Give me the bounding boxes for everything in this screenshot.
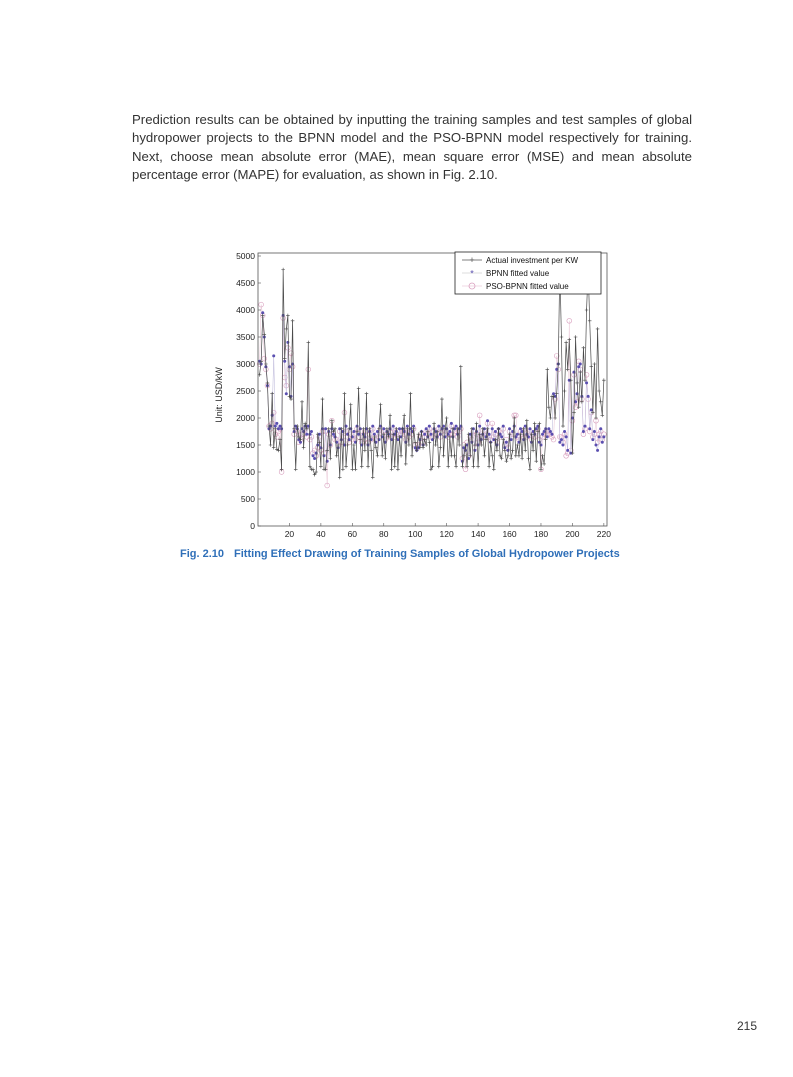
bpnn-point [594, 444, 597, 447]
actual-point [396, 468, 400, 472]
bpnn-point [541, 433, 544, 436]
bpnn-point [437, 425, 440, 428]
actual-point [439, 446, 443, 450]
actual-point [574, 335, 578, 339]
bpnn-point [583, 425, 586, 428]
actual-point [269, 443, 273, 447]
bpnn-point [275, 422, 278, 425]
bpnn-point [598, 435, 601, 438]
bpnn-point [566, 449, 569, 452]
legend [455, 252, 601, 294]
actual-point [407, 443, 411, 447]
y-tick-label: 2000 [236, 413, 255, 423]
bpnn-point [423, 433, 426, 436]
actual-point [399, 454, 403, 458]
bpnn-point [491, 427, 494, 430]
y-tick-label: 2500 [236, 386, 255, 396]
actual-point [261, 314, 265, 318]
bpnn-series [258, 311, 605, 463]
legend-pso-label: PSO-BPNN fitted value [486, 282, 569, 291]
actual-point [428, 441, 432, 445]
actual-point [351, 468, 355, 472]
actual-point [561, 424, 565, 428]
bpnn-point [403, 430, 406, 433]
actual-point [475, 422, 479, 426]
x-tick-label: 80 [379, 529, 389, 539]
bpnn-point [439, 433, 442, 436]
actual-point [365, 392, 369, 396]
actual-point [567, 338, 571, 342]
actual-point [549, 416, 553, 420]
actual-point [534, 459, 538, 463]
bpnn-point [585, 381, 588, 384]
actual-point [440, 397, 444, 401]
bpnn-point [352, 430, 355, 433]
bpnn-point [596, 449, 599, 452]
x-tick-label: 180 [533, 529, 549, 539]
bpnn-point [312, 454, 315, 457]
bpnn-point [277, 427, 280, 430]
bpnn-point [378, 438, 381, 441]
actual-point [531, 449, 535, 453]
bpnn-point [316, 444, 319, 447]
actual-point [335, 454, 339, 458]
actual-point [294, 468, 298, 472]
actual-point [476, 465, 480, 469]
actual-point [302, 446, 306, 450]
bpnn-point [451, 435, 454, 438]
actual-point [564, 341, 568, 345]
actual-point [280, 468, 284, 472]
actual-point [528, 468, 532, 472]
actual-point [432, 422, 436, 426]
actual-point [308, 465, 312, 469]
actual-point [506, 454, 510, 458]
bpnn-point [279, 425, 282, 428]
bpnn-point [505, 441, 508, 444]
actual-point [517, 454, 521, 458]
y-tick-label: 1000 [236, 467, 255, 477]
actual-point [450, 454, 454, 458]
actual-point [374, 446, 378, 450]
y-tick-label: 3000 [236, 359, 255, 369]
y-tick-label: 4000 [236, 305, 255, 315]
actual-point [402, 414, 406, 418]
actual-point [527, 457, 531, 461]
actual-point [487, 465, 491, 469]
bpnn-point [558, 441, 561, 444]
actual-point [545, 368, 549, 372]
actual-point [582, 346, 586, 350]
actual-point [539, 468, 543, 472]
actual-point [357, 387, 361, 391]
x-tick-label: 160 [502, 529, 517, 539]
actual-point [505, 459, 509, 463]
bpnn-point [272, 354, 275, 357]
actual-point [596, 327, 600, 331]
actual-point [369, 449, 373, 453]
actual-point [445, 416, 449, 420]
actual-point [376, 454, 380, 458]
actual-point [313, 473, 317, 477]
bpnn-point [450, 422, 453, 425]
bpnn-point [308, 433, 311, 436]
bpnn-point [486, 419, 489, 422]
x-tick-label: 200 [565, 529, 580, 539]
bpnn-point [550, 433, 553, 436]
actual-point [446, 465, 450, 469]
bpnn-point [560, 438, 563, 441]
actual-point [410, 454, 414, 458]
actual-point [270, 392, 274, 396]
actual-point [560, 335, 564, 339]
body-paragraph: Prediction results can be obtained by inputting the training samples and test samples of global hydropower projects to the BPNN model and the PSO-BPNN model respectively for training. Next, choose mean absolute error (MAE), mean square error (MSE) and mean absolute percentage error (MAPE) for evaluation, as shown in Fig. 2.10. [132, 112, 692, 183]
actual-point [349, 403, 353, 407]
actual-point [541, 454, 545, 458]
x-tick-label: 60 [347, 529, 358, 539]
legend-actual-marker-icon: + [469, 255, 475, 265]
y-tick-label: 500 [240, 494, 255, 504]
actual-point [497, 427, 501, 431]
bpnn-point [547, 427, 550, 430]
actual-point [533, 422, 537, 426]
bpnn-point [286, 341, 289, 344]
actual-point [311, 468, 315, 472]
actual-point [303, 422, 307, 426]
actual-point [511, 449, 515, 453]
bpnn-point [582, 430, 585, 433]
actual-series [258, 265, 606, 479]
actual-point [421, 446, 425, 450]
actual-point [431, 465, 435, 469]
bpnn-point [579, 363, 582, 366]
bpnn-point [288, 365, 291, 368]
actual-point [371, 476, 375, 480]
bpnn-point [455, 425, 458, 428]
actual-point [283, 357, 287, 361]
actual-point [366, 465, 370, 469]
actual-point [542, 462, 546, 466]
bpnn-point [577, 365, 580, 368]
actual-point [600, 414, 604, 418]
actual-point [512, 416, 516, 420]
actual-point [338, 476, 342, 480]
actual-point [454, 465, 458, 469]
bpnn-point [478, 425, 481, 428]
bpnn-point [543, 430, 546, 433]
bpnn-point [310, 430, 313, 433]
actual-point [390, 468, 394, 472]
bpnn-point [588, 427, 591, 430]
actual-point [514, 454, 518, 458]
actual-point [525, 419, 529, 423]
actual-point [437, 465, 441, 469]
actual-point [553, 416, 557, 420]
bpnn-point [371, 425, 374, 428]
actual-point [307, 341, 311, 345]
x-tick-label: 20 [284, 529, 295, 539]
actual-point [585, 308, 589, 312]
actual-point [602, 378, 606, 382]
bpnn-point [587, 395, 590, 398]
y-tick-label: 1500 [236, 440, 255, 450]
actual-point [404, 462, 408, 466]
actual-point [420, 430, 424, 434]
actual-point [492, 468, 496, 472]
page-number: 215 [737, 1019, 758, 1033]
actual-point [580, 400, 584, 404]
actual-point [281, 268, 285, 272]
figure-caption [180, 548, 620, 560]
bpnn-point [382, 427, 385, 430]
actual-point [354, 468, 358, 472]
actual-point [520, 457, 524, 461]
legend-bpnn-label: BPNN fitted value [486, 269, 550, 278]
actual-point [556, 362, 560, 366]
actual-point [291, 319, 295, 323]
bpnn-point [601, 441, 604, 444]
actual-point [341, 468, 345, 472]
actual-point [289, 397, 293, 401]
actual-point [566, 368, 570, 372]
actual-point [388, 414, 392, 418]
actual-point [500, 457, 504, 461]
actual-point [489, 441, 493, 445]
x-tick-label: 140 [470, 529, 486, 539]
legend-actual-label: Actual investment per KW [486, 256, 579, 265]
actual-point [509, 457, 513, 461]
bpnn-point [428, 425, 431, 428]
actual-point [393, 465, 397, 469]
bpnn-point [528, 427, 531, 430]
actual-point [453, 454, 457, 458]
bpnn-point [593, 430, 596, 433]
bpnn-point [334, 435, 337, 438]
bpnn-point [425, 427, 428, 430]
bpnn-point [549, 430, 552, 433]
bpnn-point [500, 435, 503, 438]
actual-point [442, 454, 446, 458]
actual-point [563, 389, 567, 393]
actual-point [300, 400, 304, 404]
x-tick-label: 120 [439, 529, 454, 539]
actual-point [384, 457, 388, 461]
legend-bpnn-marker-icon: * [470, 268, 474, 279]
actual-point [593, 362, 597, 366]
bpnn-point [602, 435, 605, 438]
bpnn-point [285, 392, 288, 395]
bpnn-point [448, 430, 451, 433]
actual-point [363, 449, 367, 453]
bpnn-point [590, 408, 593, 411]
y-tick-label: 4500 [236, 278, 255, 288]
actual-point [459, 365, 463, 369]
actual-point [264, 362, 268, 366]
figure-caption-text: Fitting Effect Drawing of Training Samples of Global Hydropower Projects [234, 548, 620, 560]
x-tick-label: 40 [316, 529, 326, 539]
actual-point [333, 427, 337, 431]
actual-point [329, 457, 333, 461]
bpnn-point [305, 433, 308, 436]
bpnn-point [561, 444, 564, 447]
actual-point [379, 403, 383, 407]
y-tick-label: 3500 [236, 332, 255, 342]
y-tick-label: 0 [250, 521, 255, 531]
bpnn-point [538, 441, 541, 444]
actual-point [262, 333, 266, 337]
actual-point [597, 389, 601, 393]
bpnn-point [313, 457, 316, 460]
bpnn-point [429, 433, 432, 436]
x-tick-label: 100 [408, 529, 423, 539]
actual-point [314, 470, 318, 474]
actual-point [483, 454, 487, 458]
actual-point [346, 443, 350, 447]
actual-point [594, 416, 598, 420]
bpnn-point [599, 427, 602, 430]
actual-point [344, 465, 348, 469]
figure-number: Fig. 2.10 [180, 548, 225, 560]
actual-line [260, 267, 604, 478]
bpnn-point [444, 435, 447, 438]
bpnn-point [533, 433, 536, 436]
actual-point [498, 454, 502, 458]
actual-point [588, 319, 592, 323]
bpnn-point [271, 414, 274, 417]
bpnn-point [565, 435, 568, 438]
actual-point [434, 443, 438, 447]
y-axis-label: Unit: USD/kW [214, 367, 224, 423]
actual-point [495, 449, 499, 453]
bpnn-point [324, 427, 327, 430]
fitting-effect-chart [200, 240, 620, 540]
actual-point [343, 392, 347, 396]
actual-point [589, 365, 593, 369]
actual-point [472, 465, 476, 469]
bpnn-point [502, 425, 505, 428]
actual-point [575, 381, 579, 385]
bpnn-point [494, 430, 497, 433]
actual-point [319, 465, 323, 469]
actual-point [578, 370, 582, 374]
bpnn-point [591, 438, 594, 441]
x-tick-label: 220 [596, 529, 611, 539]
bpnn-point [519, 427, 522, 430]
actual-point [457, 443, 461, 447]
y-tick-label: 5000 [236, 251, 255, 261]
actual-point [321, 397, 325, 401]
bpnn-point [398, 427, 401, 430]
bpnn-point [563, 430, 566, 433]
bpnn-point [516, 433, 519, 436]
bpnn-point [392, 425, 395, 428]
actual-point [380, 454, 384, 458]
actual-point [360, 465, 364, 469]
actual-point [286, 314, 290, 318]
bpnn-point [508, 427, 511, 430]
actual-point [284, 327, 288, 331]
actual-point [330, 419, 334, 423]
actual-point [599, 400, 603, 404]
actual-point [429, 468, 433, 472]
actual-point [547, 405, 551, 409]
actual-point [409, 392, 413, 396]
actual-point [490, 454, 494, 458]
actual-point [272, 446, 276, 450]
actual-point [523, 449, 527, 453]
actual-point [266, 381, 270, 385]
bpnn-point [546, 435, 549, 438]
